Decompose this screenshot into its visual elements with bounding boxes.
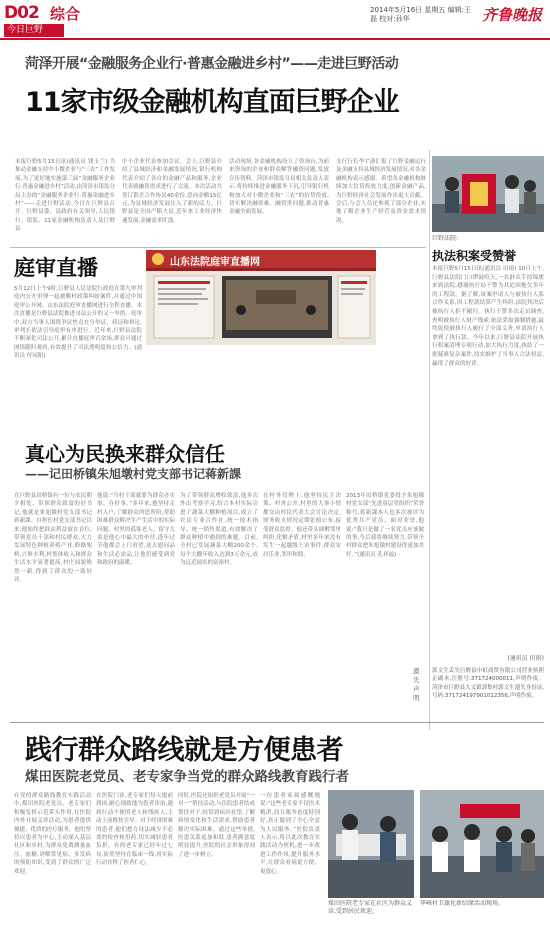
- story2-body: 5月12日上午9时,巨野县人民法院行政庭在第九审判庭内公开审理一起被赖村政策纠纷案件,并通过中国庭审公开网、山东法院庭审直播网进行全程直播。本次直播是巨野县法院推进司法公开的又一举措。庭审中,双方当事人围绕争议焦点充分举证、质证和辩论,审判长依法引导庭审有序进行。近年来,巨野县法院不断深化司法公开,累计直播庭审百余场,群众可通过网络随时观看,有效提升了司法透明度和公信力。(通讯员 付同阳): [14, 286, 142, 360]
- sidebar-author: (通讯员 田雨): [507, 655, 544, 662]
- story4-photo-2-caption: 华峰村卫旗化新结缘活动现场。: [420, 900, 505, 907]
- story4-col-2: 在医院门诊,老专家们每天提前到岗,耐心细致地为患者诊治,遇到行动不便的老人和残疾人,主动上前搀扶引导。对于经济困难的患者,他们想方设法减少不必要的检查和用药,切实减轻患者负担。有的老专家已经年过七旬,依然坚持在临床一线,用实际行动诠释了医者仁心。: [96, 793, 173, 867]
- brand-logo: 齐鲁晚报: [482, 6, 543, 24]
- story4-photo-2: [420, 790, 544, 898]
- story1-col-4: 支行行长李宇潇汇报了巨野金融运行及金融支持县域经济发展情况,对各金融机构表示感谢。希望各金融机构继续加大信贷投放力度,创新金融产品,为巨野经济社会发展作出更大贡献。会后,与会人员还参观了部分企业,实地了解企业生产经营及资金需求情况。: [336, 159, 426, 224]
- story2-title: 庭审直播: [14, 256, 98, 280]
- court-banner-text: 山东法院庭审直播网: [170, 257, 260, 268]
- page-number: D02: [4, 3, 39, 23]
- story1-col-3: 活动现场,各金融机构设立了咨询台,为前来咨询的企业和群众解答融资问题,发放宣传资料。菏泽市银监分局相关负责人表示,将持续推进金融服务下沉,引导银行机构加大对小微企业和“三农”的信贷投放,切实解决融资难、融资贵问题,推动普惠金融全面发展。: [229, 159, 329, 216]
- court-screenshot: [146, 250, 376, 345]
- story3-col-3: 为了带领群众增收致富,他多次外出考察学习,结合本村实际引进了蔬菜大棚种植项目,成立了农民专业合作社,统一技术指导、统一销售渠道,有效解决了群众种植中遇到的难题。目前,全村已发展蔬菜大棚200余个,每个大棚年收入达到3万余元,成为远近闻名的富裕村。: [180, 493, 258, 567]
- story1-photo: [432, 156, 544, 232]
- story3-col-1: 在巨野县田桥镇有一位与农民朝夕相处、带领群众致富的好书记,他就是朱旭墩村党支部书记蒋新課。自担任村党支部书记以来,他始终把群众利益放在首位,带领党员干部和村民群众,大力发展特色种植养殖产业,修路架桥,兴修水利,村集体收入和群众生活水平显著提高,村庄面貌焕然一新,得到了群众的一致好评。: [14, 493, 92, 584]
- divider: [10, 722, 544, 723]
- subsection-tag: 今日巨野: [4, 24, 64, 37]
- story4-col-3: 同时,医院还组织老党员开展“一对一”帮扶活动,与住院患者结成帮扶对子,经常到病房看望,了解病情变化和生活需求,帮助患者解决实际困难。通过这些举措,医患关系更加和谐,患者满意度明显提升,医院的社会形象得到了进一步树立。: [178, 793, 255, 858]
- story3-headline: 真心为民换来群众信任: [25, 442, 225, 466]
- story3-col-2: 他说:“当村干部就要为群众办实事、办好事。”多年来,他坚持走村入户,了解群众所思所盼,帮助困难群众解决生产生活中的实际问题。村里的孤寡老人、留守儿童是他心中最大的牵挂,逢年过节他都会上门看望,送去慰问品和生活必需品,让他们感受到党和政府的温暖。: [97, 493, 175, 567]
- story3-col-4: 在村务管理上,他坚持民主决策、村务公开,村里的大事小情都交由村民代表大会讨论决定,财务收支情况定期张榜公布,接受群众监督。他还带头调解邻里纠纷,化解矛盾,村里多年来没有发生一起越级上访事件,群众安居乐业,邻里和睦。: [263, 493, 341, 558]
- section-title: 综合: [50, 5, 81, 23]
- story3-col-5: 2013年田桥镇党委授予朱旭墩村党支部“先进基层党组织”荣誉称号,蒋新課本人也多次被评为优秀共产党员。面对荣誉,他说:“我只是做了一名党员应该做的事,今后我将继续努力,带领全村群众把朱旭墩村建设得更加美好。”(通讯员 孔祥福): [346, 493, 424, 558]
- divider: [10, 247, 426, 248]
- story4-headline: 践行群众路线就是方便患者: [25, 735, 343, 766]
- story4-photo-1-caption: 煤田医院老专家在社区为群众义诊,受到居民欢迎。: [328, 900, 413, 915]
- story1-photo-caption: 巨野法院:: [432, 235, 459, 242]
- date-line: 2014年5月16日 星期五 编辑:王磊 校对:孙华: [370, 6, 471, 23]
- story1-col-1: 本报巨野5月15日讯(通讯员 钱玉兰) 为推动金融支持中小微企业与“三农”工作发展,为了更好地实施第三届“金融服务企业行·普惠金融进乡村”活动,由菏泽市银监分局主办的“金融服务企业行·普惠金融进乡村”——走进巨野活动,今日在巨野县召开。巨野县委、县政府有关领导,人民银行、银监、11家金融机构负责人及巨野县: [15, 159, 115, 233]
- lost-notice: 郭文生丢失巨野县中虹商贸有限公司营业执照正副本,注册号:371724000011,声明作废。菏泽市巨野县大义镇郭集村郭文生遗失身份证,号码:371724197901012356,声明作废。: [432, 668, 544, 700]
- story4-photo-1: [328, 790, 414, 898]
- story4-col-4: 一位患者家属感慨地说:“这些老专家不仅医术精湛,而且服务态度特别好,真正做到了全心全意为人民服务。”医院负责人表示,将以此次教育实践活动为契机,进一步改进工作作风,提升服务水平,让群众看病更方便、更放心。: [260, 793, 320, 875]
- notice-label: 遗失声明: [413, 667, 420, 702]
- sidebar-body: 本报巨野5月15日讯(通讯员 田雨) 10日上午,巨野县法院门口锣鼓喧天,一名群众手持锦旗来到法院,感谢执行局干警为其追回拖欠多年的工程款。据了解,该案申请人与被执行人系合作关系,因工程款结算产生纠纷,法院判决后被执行人拒不履行。执行干警多次走访调查,查明被执行人财产线索,依法采取强制措施,最终促使被执行人履行了全部义务,申请执行人拿到了执行款。今年以来,巨野县法院开展执行积案清理专项行动,加大执行力度,执结了一批疑难复杂案件,切实维护了当事人合法权益,赢得了群众的好评。: [432, 266, 544, 367]
- story3-subhead: ——记田桥镇朱旭墩村党支部书记蒋新課: [25, 467, 242, 481]
- story1-kicker: 菏泽开展“金融服务企业行·普惠金融进乡村”——走进巨野活动: [25, 56, 399, 72]
- story1-headline: 11家市级金融机构直面巨野企业: [25, 87, 399, 118]
- sidebar-headline: 执法积案受赞誉: [432, 249, 517, 263]
- story4-col-1: 在党的群众路线教育实践活动中,煤田医院老党员、老专家们积极发挥示范带头作用,在医院内外开展义诊活动,为患者提供便捷、优质的医疗服务。他们坚持以患者为中心,主动深入基层社区和乡村,为群众免费测量血压、血糖,讲解常见病、多发病的预防知识,受到了群众的广泛欢迎。: [14, 793, 91, 875]
- story1-col-2: 中小企业代表参加会议。会上,巨野县介绍了县域经济和金融发展情况,银行机构代表介绍了各自的金融产品和服务,企业代表就融资需求进行了交流。本次活动共签订银企合作协议40余份,意向金额15亿元,为县域经济发展注入了新的活力。巨野县是全国产粮大县,近年来工业经济快速发展,金融需求旺盛。: [122, 159, 222, 224]
- story4-subhead: 煤田医院老党员、老专家争当党的群众路线教育践行者: [25, 769, 349, 785]
- masthead: [0, 0, 550, 40]
